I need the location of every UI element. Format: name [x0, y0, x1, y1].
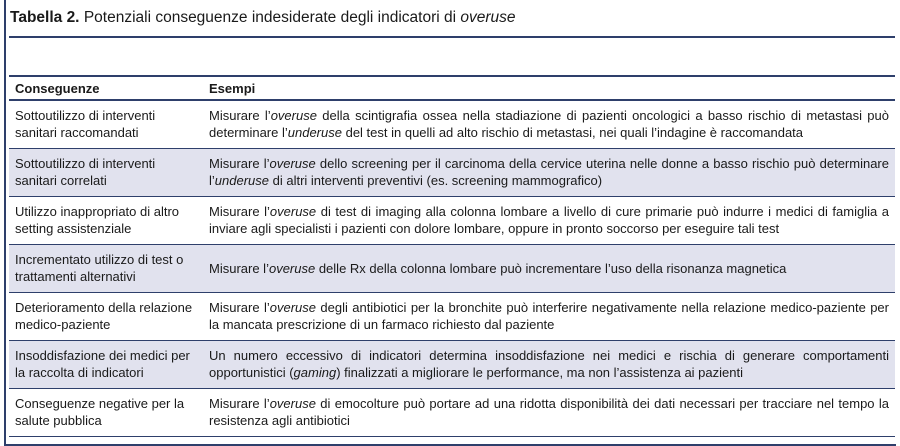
consequences-table	[9, 75, 895, 437]
title-text: Potenziali conseguenze indesiderate degli indicatori di	[83, 9, 457, 26]
table-title	[10, 8, 516, 28]
title-rule	[9, 36, 895, 38]
italic-term: overuse	[269, 396, 316, 411]
example-text: Misurare l’	[209, 156, 270, 171]
table-header-row	[9, 76, 895, 100]
italic-term: underuse	[287, 125, 342, 141]
consequence-cell: Insoddisfazione dei medici per la raccolta di indicatori	[15, 348, 190, 380]
example-cell	[203, 148, 895, 196]
example-text: delle Rx della colonna lombare può incrementare l’uso della risonanza magnetica	[315, 260, 787, 276]
italic-term: underuse	[214, 173, 269, 188]
example-text: del test in quelli ad alto rischio di metastasi, nei quali l’indagine è raccomandata	[341, 125, 804, 141]
example-text: Misurare l’	[209, 300, 270, 315]
example-text: di test di imaging alla colonna lombare a livello di cure primarie può indurre i medici di famiglia a inviare agli specialisti i pazienti con dolore lombare, oppure in pronto soccorso per eseguire tali test	[209, 204, 889, 236]
example-text: ) finalizzati a migliorare le performance, ma non l’assistenza ai pazienti	[336, 365, 743, 380]
italic-term: overuse	[270, 108, 317, 124]
consequence-cell: Deterioramento della relazione medico-paziente	[15, 300, 193, 332]
table-row	[9, 244, 895, 292]
example-cell	[203, 244, 895, 292]
consequence-cell: Conseguenze negative per la salute pubblica	[15, 396, 185, 428]
example-text: Misurare l’	[209, 108, 271, 124]
italic-term: overuse	[268, 260, 316, 276]
table-body	[9, 100, 895, 436]
italic-term: overuse	[269, 300, 316, 315]
example-text: Misurare l’	[209, 204, 270, 219]
example-text: degli antibiotici per la bronchite può interferire negativamente nella relazione medico-paziente per la mancata prescrizione di un farmaco richiesto dal paziente	[209, 300, 889, 332]
italic-term: overuse	[269, 156, 316, 171]
consequence-cell: Sottoutilizzo di interventi sanitari raccomandati	[15, 108, 156, 141]
table-row	[9, 292, 895, 340]
example-text: di emocolture può portare ad una ridotta disponibilità dei dati necessari per tracciare nel tempo la resistenza agli antibiotici	[209, 396, 889, 428]
header-examples: Esempi	[209, 80, 256, 96]
table-number: Tabella 2.	[10, 9, 80, 26]
table-row	[9, 100, 895, 148]
example-text: di altri interventi preventivi (es. screening mammografico)	[269, 173, 603, 188]
example-text: dello screening per il carcinoma della cervice uterina nelle donne a basso rischio può determinare l’	[209, 156, 889, 188]
table-row	[9, 148, 895, 196]
consequence-cell: Utilizzo inappropriato di altro setting assistenziale	[15, 204, 180, 236]
example-cell	[203, 196, 895, 244]
example-text: Misurare l’	[209, 396, 270, 411]
title-emphasis: overuse	[460, 9, 516, 26]
example-cell	[203, 100, 895, 148]
example-cell	[203, 340, 895, 388]
example-text: Un numero eccessivo di indicatori determina insoddisfazione nei medici e rischia di generare comportamenti opportunistici (	[209, 348, 889, 380]
example-text: Misurare l’	[209, 260, 269, 276]
example-cell	[203, 388, 895, 436]
table-row	[9, 388, 895, 436]
table-row	[9, 196, 895, 244]
table-row	[9, 340, 895, 388]
example-cell	[203, 292, 895, 340]
consequence-cell: Sottoutilizzo di interventi sanitari correlati	[15, 156, 156, 188]
consequence-cell: Incrementato utilizzo di test o trattamenti alternativi	[15, 252, 184, 284]
italic-term: gaming	[293, 365, 337, 380]
example-text: della scintigrafia ossea nella stadiazione di pazienti oncologici a basso rischio di metastasi può determinare l’	[209, 108, 889, 141]
italic-term: overuse	[269, 204, 317, 219]
header-consequences: Conseguenze	[15, 80, 100, 96]
